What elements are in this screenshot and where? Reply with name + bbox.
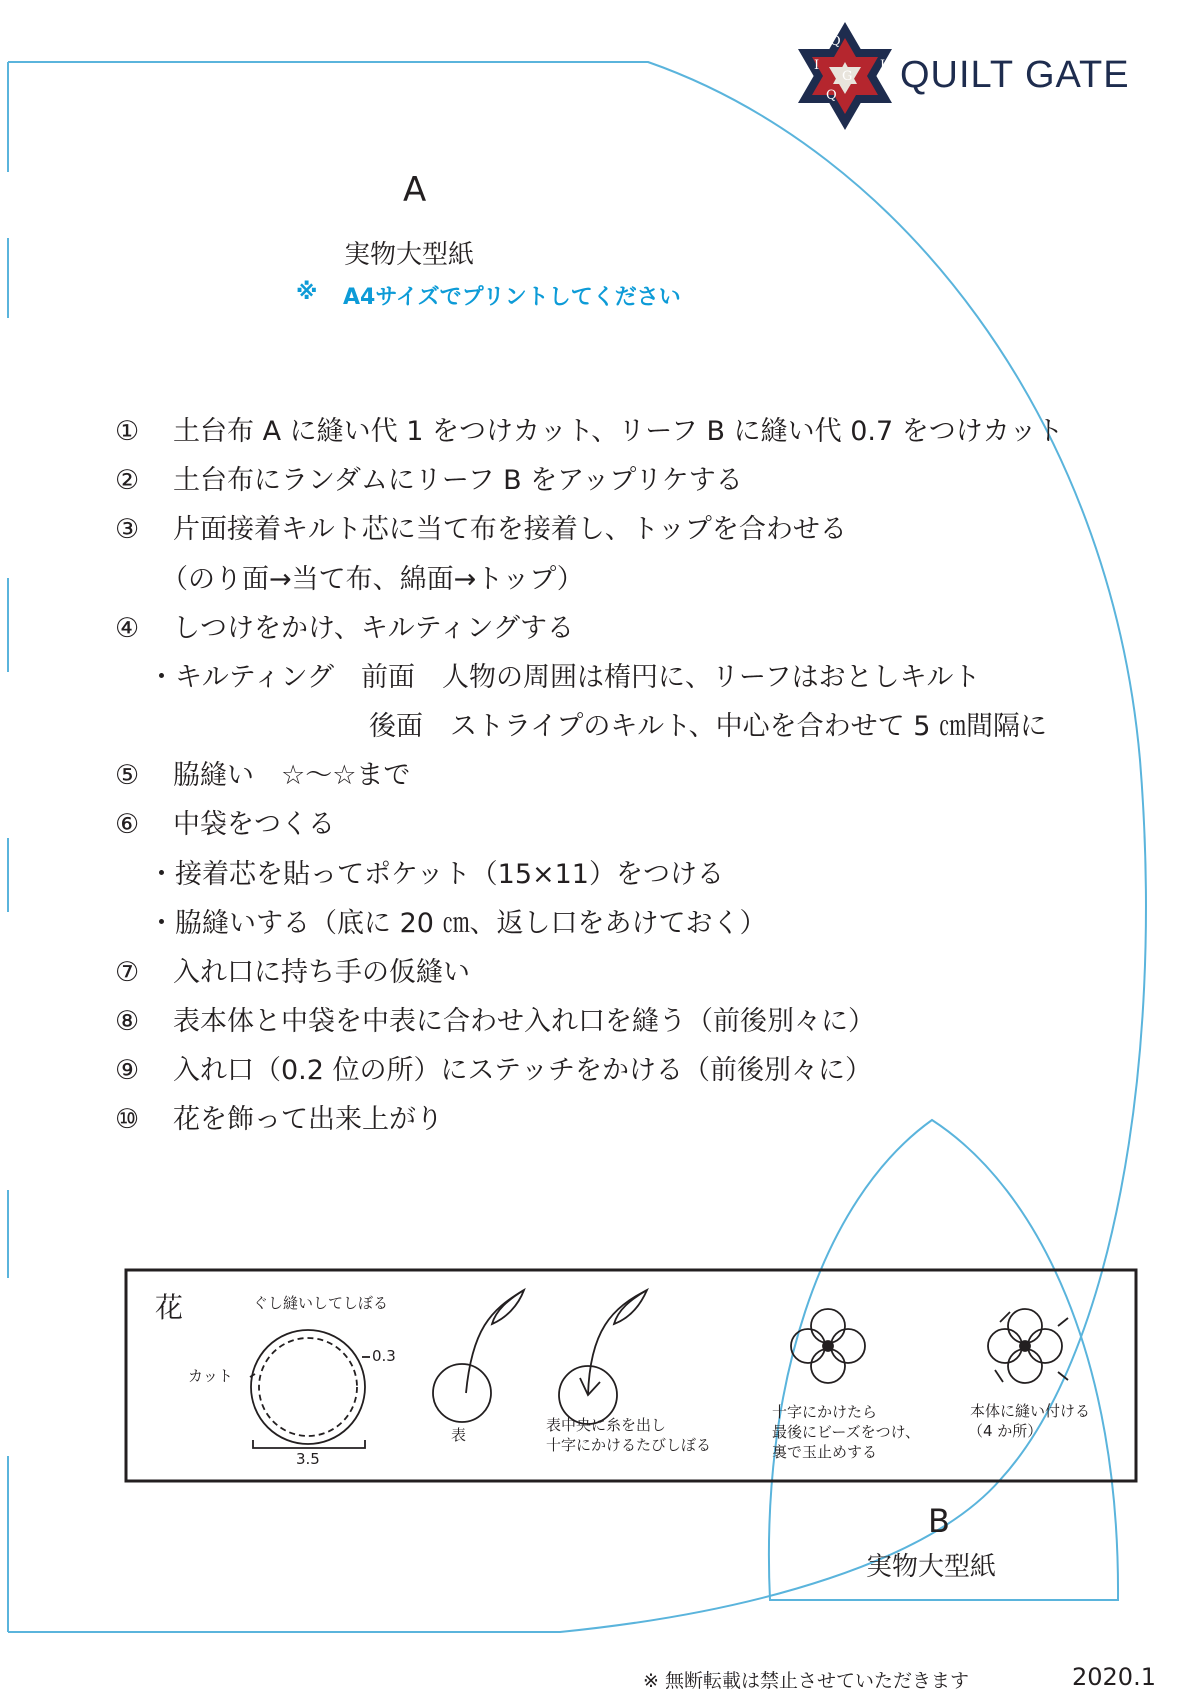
step-number: ⑦ [115, 957, 140, 988]
logo-letter: I [880, 58, 886, 73]
fig-attached-flower [988, 1309, 1068, 1383]
step-text: 入れ口（0.2 位の所）にステッチをかける（前後別々に） [173, 1055, 872, 1086]
step-text: 表本体と中袋を中表に合わせ入れ口を縫う（前後別々に） [173, 1006, 875, 1037]
pattern-a-title: 実物大型紙 [344, 240, 475, 270]
logo-letter: I [814, 58, 820, 73]
step-number: ② [115, 465, 140, 496]
center-label-2: 十字にかけるたびしぼる [546, 1436, 712, 1454]
step-text: 脇縫い ☆〜☆まで [173, 760, 411, 791]
bead-label-2: 最後にビーズをつけ、 [772, 1423, 921, 1441]
logo-letter: G [870, 34, 881, 49]
fig-center [559, 1290, 647, 1424]
bead-label-1: 十字にかけたら [772, 1403, 878, 1421]
front-label: 表 [451, 1426, 467, 1444]
fig-front [433, 1290, 524, 1422]
step-text: 土台布 A に縫い代 1 をつけカット、リーフ B に縫い代 0.7 をつけカット [173, 416, 1064, 447]
publication-date: 2020.1 [1072, 1663, 1156, 1691]
step-number: ⑤ [115, 760, 140, 791]
step-number: ④ [115, 613, 140, 644]
step-1 [115, 418, 1063, 445]
step-9 [115, 1057, 872, 1084]
step-text: しつけをかけ、キルティングする [173, 613, 574, 644]
pattern-a-label: A [403, 170, 427, 210]
step-number: ⑩ [115, 1104, 140, 1135]
step-number: ⑧ [115, 1006, 140, 1037]
attach-label-1: 本体に縫い付ける [970, 1402, 1091, 1420]
step-number: ③ [115, 514, 140, 545]
bead-label-3: 裏で玉止めする [772, 1443, 878, 1461]
step-text: 後面 ストライプのキルト、中心を合わせて 5 ㎝間隔に [369, 711, 1048, 742]
attach-label-2: （4 か所） [968, 1422, 1043, 1440]
step-4-quilting-front [148, 664, 980, 691]
step-10 [115, 1106, 443, 1133]
step-2 [115, 467, 743, 494]
gather-label: ぐし縫いしてしぼる [253, 1294, 389, 1312]
print-note-mark: ※ [296, 280, 318, 305]
step-text: 中袋をつくる [173, 809, 335, 840]
step-3-sub [161, 566, 584, 593]
step-text: 土台布にランダムにリーフ B をアップリケする [173, 465, 743, 496]
step-4-quilting-back [369, 713, 1047, 740]
logo-letter: Q [830, 34, 841, 49]
copyright-notice: ※ 無断転載は禁止させていただきます [643, 1670, 969, 1692]
logo-letter: G [842, 69, 853, 84]
pattern-b-label: B [928, 1502, 950, 1540]
fig-gather-circle [250, 1330, 370, 1448]
center-label-1: 表中央に糸を出し [546, 1416, 667, 1434]
seam-allowance-label: 0.3 [372, 1347, 396, 1365]
print-note: A4サイズでプリントしてください [343, 285, 681, 310]
step-5 [115, 762, 410, 789]
step-7 [115, 959, 470, 986]
step-text: 片面接着キルト芯に当て布を接着し、トップを合わせる [173, 514, 847, 545]
step-3 [115, 516, 847, 543]
step-text: 花を飾って出来上がり [173, 1104, 443, 1135]
step-4 [115, 615, 574, 642]
logo-text: QUILT GATE [900, 54, 1130, 96]
step-text: ・接着芯を貼ってポケット（15×11）をつける [148, 859, 724, 890]
step-number: ⑨ [115, 1055, 140, 1086]
pattern-b-title: 実物大型紙 [866, 1552, 997, 1582]
step-number: ① [115, 416, 140, 447]
step-8 [115, 1008, 875, 1035]
step-6-side-seam [148, 910, 767, 937]
diameter-label: 3.5 [296, 1450, 320, 1468]
step-6 [115, 811, 335, 838]
cut-label: カット [188, 1367, 233, 1385]
step-text: ・キルティング 前面 人物の周囲は楕円に、リーフはおとしキルト [148, 662, 981, 693]
step-6-pocket [148, 861, 724, 888]
step-text: ・脇縫いする（底に 20 ㎝、返し口をあけておく） [148, 908, 767, 939]
step-text: 入れ口に持ち手の仮縫い [173, 957, 470, 988]
flower-title: 花 [155, 1291, 184, 1324]
step-text: （のり面→当て布、綿面→トップ） [161, 564, 584, 595]
step-number: ⑥ [115, 809, 140, 840]
logo-letter: Q [826, 88, 837, 103]
